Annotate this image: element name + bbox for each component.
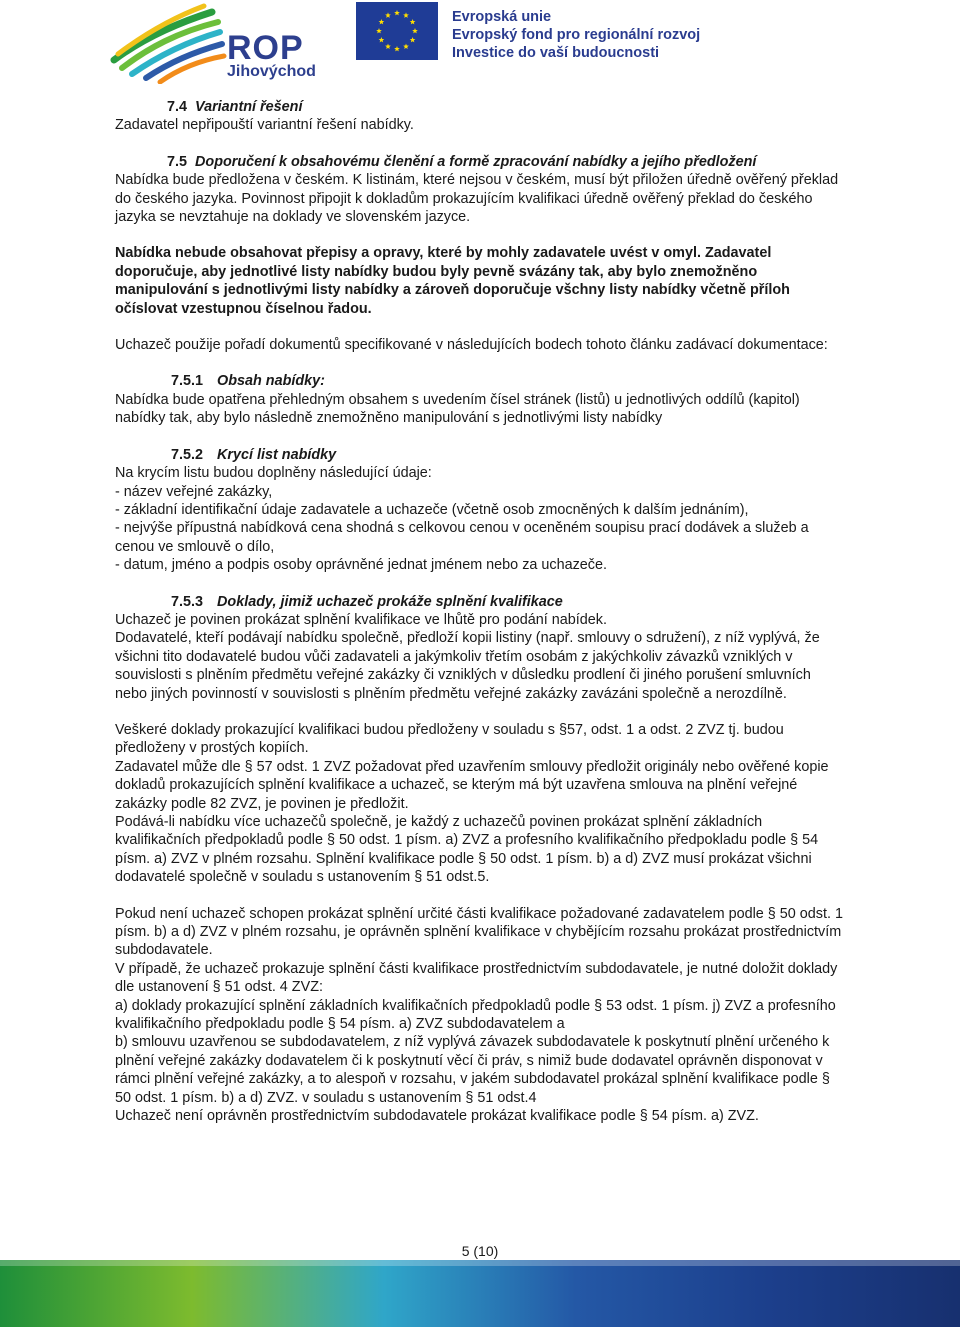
section-number: 7.5.1 <box>171 373 204 390</box>
list-item: - datum, jméno a podpis osoby oprávněné jednat jménem nebo za uchazeče. <box>115 557 607 574</box>
eu-line-3: Investice do vaší budoucnosti <box>452 45 660 61</box>
section-7-5-2-heading <box>115 446 845 464</box>
paragraph: Uchazeč není oprávněn prostřednictvím subdodavatele prokázat kvalifikace podle § 54 písm. a) ZVZ. <box>115 1108 759 1125</box>
section-title: Doklady, jimiž uchazeč prokáže splnění kvalifikace <box>217 593 563 610</box>
rop-subtitle: Jihovýchod <box>227 63 316 80</box>
section-title: Krycí list nabídky <box>217 446 337 463</box>
paragraph: Dodavatelé, kteří podávají nabídku společně, předloží kopii listiny (např. smlouvy o sdružení), z níž vyplývá, že všichni tito dodavatelé budou vůči zadavateli a jakýmkoliv třetím osobám z jakýchkoliv závazků vzniklých v souvislosti s plněním předmětu veřejné zakázky či vzniklých v důsledku prodlení či jiného porušení smluvních nebo jiných povinností v souvislosti s plněním předmětu veřejné zakázky zavázáni společně a nerozdílně. <box>115 630 820 702</box>
page-header <box>0 0 960 90</box>
paragraph: Uchazeč použije pořadí dokumentů specifikované v následujících bodech tohoto článku zadávací dokumentace: <box>115 337 828 354</box>
section-7-5-3-heading <box>115 593 845 611</box>
paragraph: Nabídka bude předložena v českém. K listinám, které nejsou v českém, musí být přiložen úředně ověřený překlad do českého jazyka. Povinnost připojit k dokladům prokazujícím kvalifikaci úředně ověřený překlad do českého jazyka se nevztahuje na doklady ve slovenském jazyce. <box>115 172 839 226</box>
list-item: - nejvýše přípustná nabídková cena shodná s celkovou cenou v oceněném soupisu prací dodávek a služeb a cenou ve smlouvě o dílo, <box>115 520 809 555</box>
paragraph: V případě, že uchazeč prokazuje splnění části kvalifikace prostřednictvím subdodavatele, je nutné doložit doklady dle ustanovení § 51 odst. 4 ZVZ: <box>115 960 838 996</box>
section-7-5-heading <box>115 153 845 171</box>
paragraph: Na krycím listu budou doplněny následující údaje: <box>115 465 432 482</box>
section-7-4-heading <box>115 98 845 116</box>
section-number: 7.5 <box>167 153 188 170</box>
paragraph: Zadavatel může dle § 57 odst. 1 ZVZ požadovat před uzavřením smlouvy předložit originály nebo ověřené kopie dokladů prokazujících splnění kvalifikace a uchazeč, se kterým má být uzavřena smlouva na plnění veřejné zakázky podle 82 ZVZ, je povinen je předložit. <box>115 758 829 812</box>
section-number: 7.4 <box>167 99 188 115</box>
paragraph-bold: Nabídka nebude obsahovat přepisy a opravy, které by mohly zadavatele uvést v omyl. Zadavatel doporučuje, aby jednotlivé listy nabídky budou byly pevně svázány tak, aby bylo znemožněno manipulování s jednotlivými listy nabídky a zároveň doporučuje všchny listy nabídky včetně příloh očíslovat vzestupnou číselnou řadou. <box>115 245 790 317</box>
section-number: 7.5.3 <box>171 593 204 610</box>
paragraph: Nabídka bude opatřena přehledným obsahem s uvedením čísel stránek (listů) u jednotlivých oddílů (kapitol) nabídky tak, aby bylo následně znemožněno manipulování s jednotlivými listy nabídky <box>115 391 800 427</box>
section-number: 7.5.2 <box>171 446 204 463</box>
section-7-5-1-heading <box>115 372 845 390</box>
page-number: 5 (10) <box>461 1243 499 1259</box>
footer-color-bar <box>0 1260 960 1327</box>
section-title: Doporučení k obsahovému členění a formě zpracování nabídky a jejího předložení <box>195 153 757 170</box>
paragraph: Zadavatel nepřipouští variantní řešení nabídky. <box>115 117 414 134</box>
eu-text-block <box>452 8 700 62</box>
eu-line-2: Evropský fond pro regionální rozvoj <box>452 27 701 43</box>
paragraph: Veškeré doklady prokazující kvalifikaci budou předloženy v souladu s §57, odst. 1 a odst. 2 ZVZ tj. budou předloženy v prostých kopiích. <box>115 721 784 757</box>
document-body <box>115 98 845 1126</box>
eu-line-1: Evropská unie <box>452 9 552 25</box>
paragraph: a) doklady prokazující splnění základních kvalifikačních předpokladů podle § 53 odst. 1 písm. j) ZVZ a profesního kvalifikačního předpokladu podle § 54 písm. a) ZVZ subdodavatelem a <box>115 997 836 1033</box>
section-title: Obsah nabídky: <box>217 373 325 390</box>
section-title: Variantní řešení <box>195 99 303 115</box>
paragraph: b) smlouvu uzavřenou se subdodavatelem, z níž vyplývá závazek subdodavatele k poskytnutí plnění určeného k plnění veřejné zakázky dodavatelem či k poskytnutí věcí či práv, s nimiž bude dodavatel oprávněn disponovat v rámci plnění veřejné zakázky, a to alespoň v rozsahu, v jakém subdodavatel prokázal splnění kvalifikace podle § 50 odst. 1 písm. b) a d) ZVZ. v souladu s ustanovením § 51 odst.4 <box>115 1034 830 1106</box>
paragraph: Uchazeč je povinen prokázat splnění kvalifikace ve lhůtě pro podání nabídek. <box>115 611 607 628</box>
eu-flag-icon <box>356 2 438 60</box>
paragraph: Podává-li nabídku více uchazečů společně, je každý z uchazečů povinen prokázat splnění základních kvalifikačních předpokladů podle § 50 odst. 1 písm. a) ZVZ a profesního kvalifikačního předpokladu podle § 54 písm. a) ZVZ v plném rozsahu. Splnění kvalifikace podle § 50 odst. 1 písm. b) a d) ZVZ musí prokázat všichni dodavatelé společně v souladu s ustanovením § 51 odst.5. <box>115 814 819 886</box>
paragraph: Pokud není uchazeč schopen prokázat splnění určité části kvalifikace požadované zadavatelem podle § 50 odst. 1 písm. b) a d) ZVZ v plném rozsahu, je oprávněn splnění kvalifikace v chybějícím rozsahu prokázat prostřednictvím subdodavatele. <box>115 905 843 959</box>
rop-title: ROP <box>227 29 304 67</box>
list-item: - základní identifikační údaje zadavatele a uchazeče (včetně osob zmocněných k dalším jednáním), <box>115 501 749 518</box>
list-item: - název veřejné zakázky, <box>115 483 273 500</box>
